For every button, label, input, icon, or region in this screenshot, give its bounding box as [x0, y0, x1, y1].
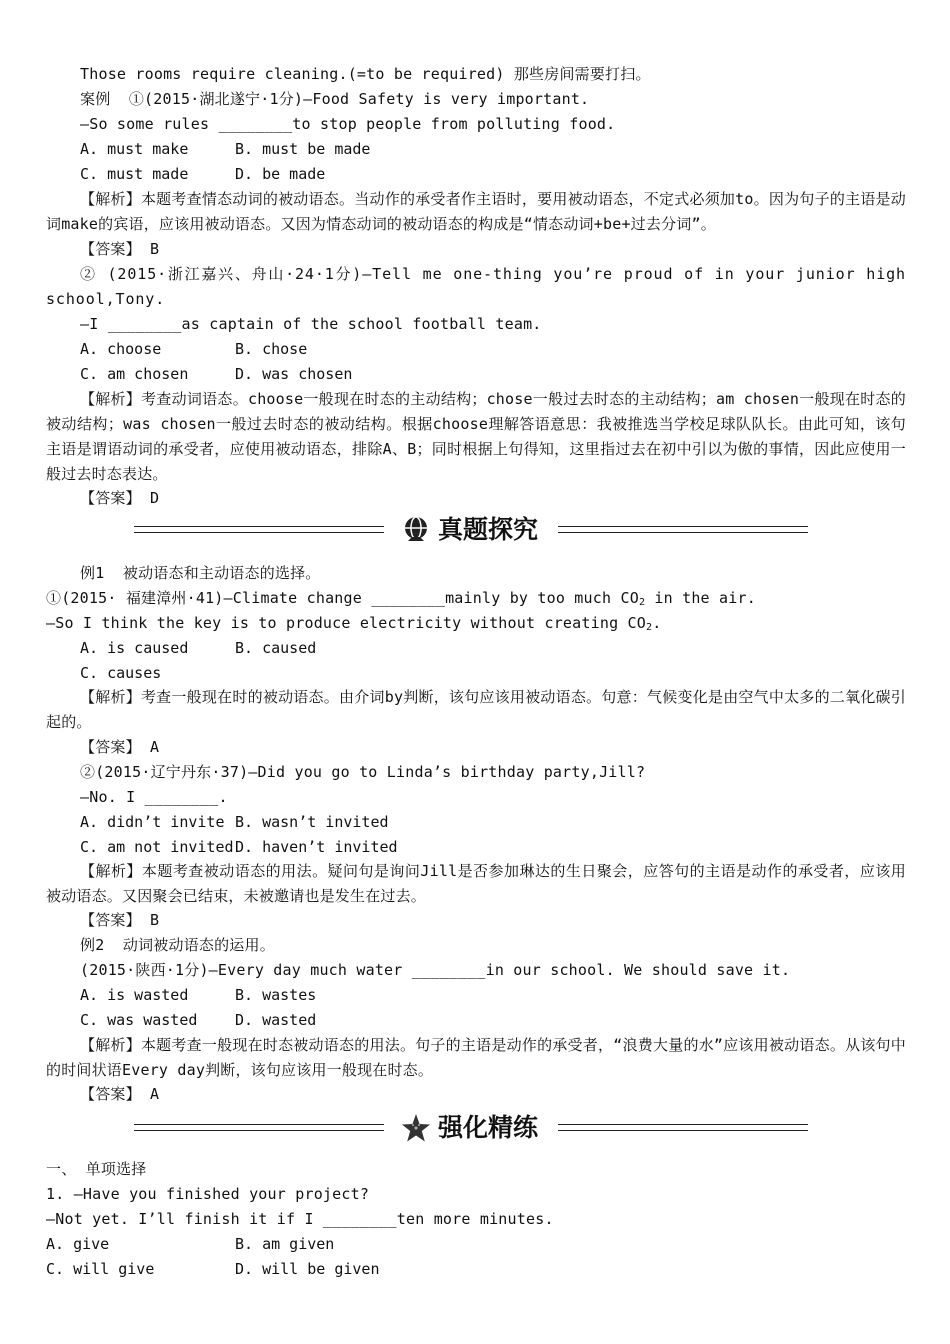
answer-line: 【答案】 B [80, 240, 160, 258]
option-b: B. am given [235, 1235, 335, 1253]
option-b: B. wasn’t invited [235, 813, 389, 831]
question-line: ② (2015·浙江嘉兴、舟山·24·1分)—Tell me one-thing you’re proud of in your junior high school,Tony. [46, 265, 906, 308]
analysis-paragraph: 【解析】本题考查情态动词的被动语态。当动作的承受者作主语时，要用被动语态，不定式必须加to。因为句子的主语是动词make的宾语，应该用被动语态。又因为情态动词的被动语态的构成是“情态动词+be+过去分词”。 [46, 190, 906, 233]
analysis-paragraph: 【解析】本题考查一般现在时态被动语态的用法。句子的主语是动作的承受者，“浪费大量的水”应该用被动语态。从该句中的时间状语Every day判断，该句应该用一般现在时态。 [46, 1036, 906, 1079]
section-banner-zhenti [134, 510, 808, 550]
option-c: C. causes [80, 664, 162, 682]
section-heading: 一、 单项选择 [46, 1160, 147, 1178]
option-a: A. give [46, 1235, 110, 1253]
question-line: —So I think the key is to produce electricity without creating $CO_2$. [46, 614, 662, 633]
analysis-paragraph: 【解析】本题考查被动语态的用法。疑问句是询问Jill是否参加琳达的生日聚会，应答句的主语是动作的承受者，应该用被动语态。又因聚会已结束，未被邀请也是发生在过去。 [46, 862, 906, 905]
example-header: 例2 动词被动语态的运用。 [80, 936, 275, 954]
section-title: 真题探究 [437, 515, 538, 544]
answer-line: 【答案】 D [80, 489, 160, 507]
option-d: D. be made [235, 165, 326, 183]
option-c: C. am not invited [80, 838, 234, 856]
question-line: —So some rules ________to stop people from polluting food. [80, 115, 616, 133]
answer-line: 【答案】 A [80, 738, 160, 756]
option-b: B. must be made [235, 140, 371, 158]
option-a: A. didn’t invite [80, 813, 225, 831]
example-header: 案例 ①(2015·湖北遂宁·1分)—Food Safety is very important. [80, 90, 590, 108]
question-line: —No. I ________. [80, 788, 228, 806]
option-c: C. will give [46, 1260, 155, 1278]
option-d: D. wasted [235, 1011, 317, 1029]
question-line: ②(2015·辽宁丹东·37)—Did you go to Linda’s birthday party,Jill? [80, 763, 646, 781]
option-b: B. caused [235, 639, 317, 657]
example-header: 例1 被动语态和主动语态的选择。 [80, 564, 321, 582]
option-a: A. must make [80, 140, 189, 158]
answer-line: 【答案】 B [80, 911, 160, 929]
divider [134, 526, 384, 533]
option-d: D. haven’t invited [235, 838, 398, 856]
option-c: C. must made [80, 165, 189, 183]
option-c: C. was wasted [80, 1011, 198, 1029]
question-line: 1. —Have you finished your project? [46, 1185, 370, 1203]
option-a: A. is caused [80, 639, 189, 657]
option-b: B. wastes [235, 986, 317, 1004]
section-title: 强化精练 [437, 1113, 538, 1142]
option-a: A. choose [80, 340, 162, 358]
option-d: D. will be given [235, 1260, 380, 1278]
question-line: —I ________as captain of the school football team. [80, 315, 542, 333]
question-line: (2015·陕西·1分)—Every day much water ________in our school. We should save it. [80, 961, 791, 979]
option-b: B. chose [235, 340, 308, 358]
question-line: —Not yet. I’ll finish it if I ________ten more minutes. [46, 1210, 554, 1228]
divider [558, 526, 808, 533]
divider [134, 1124, 384, 1131]
text-line: Those rooms require cleaning.(=to be required) 那些房间需要打扫。 [80, 65, 651, 83]
analysis-paragraph: 【解析】考查一般现在时的被动语态。由介词by判断，该句应该用被动语态。句意：气候变化是由空气中太多的二氧化碳引起的。 [46, 688, 906, 731]
analysis-paragraph: 【解析】考查动词语态。choose一般现在时态的主动结构；chose一般过去时态的主动结构；am chosen一般现在时态的被动结构；was chosen一般过去时态的被动结构。根据choose理解答语意思：我被推选当学校足球队队长。由此可知，该句主语是谓语动词的承受者，应使用被动语态，排除A、B；同时根据上句得知，这里指过去在初中引以为傲的事情，因此应使用一般过去时态表达。 [46, 390, 906, 483]
option-d: D. was chosen [235, 365, 353, 383]
answer-line: 【答案】 A [80, 1085, 160, 1103]
section-banner-qianghua [134, 1108, 808, 1148]
option-a: A. is wasted [80, 986, 189, 1004]
divider [558, 1124, 808, 1131]
option-c: C. am chosen [80, 365, 189, 383]
question-line: ①(2015· 福建漳州·41)—Climate change ________mainly by too much $CO_2$ in the air. [46, 589, 756, 608]
